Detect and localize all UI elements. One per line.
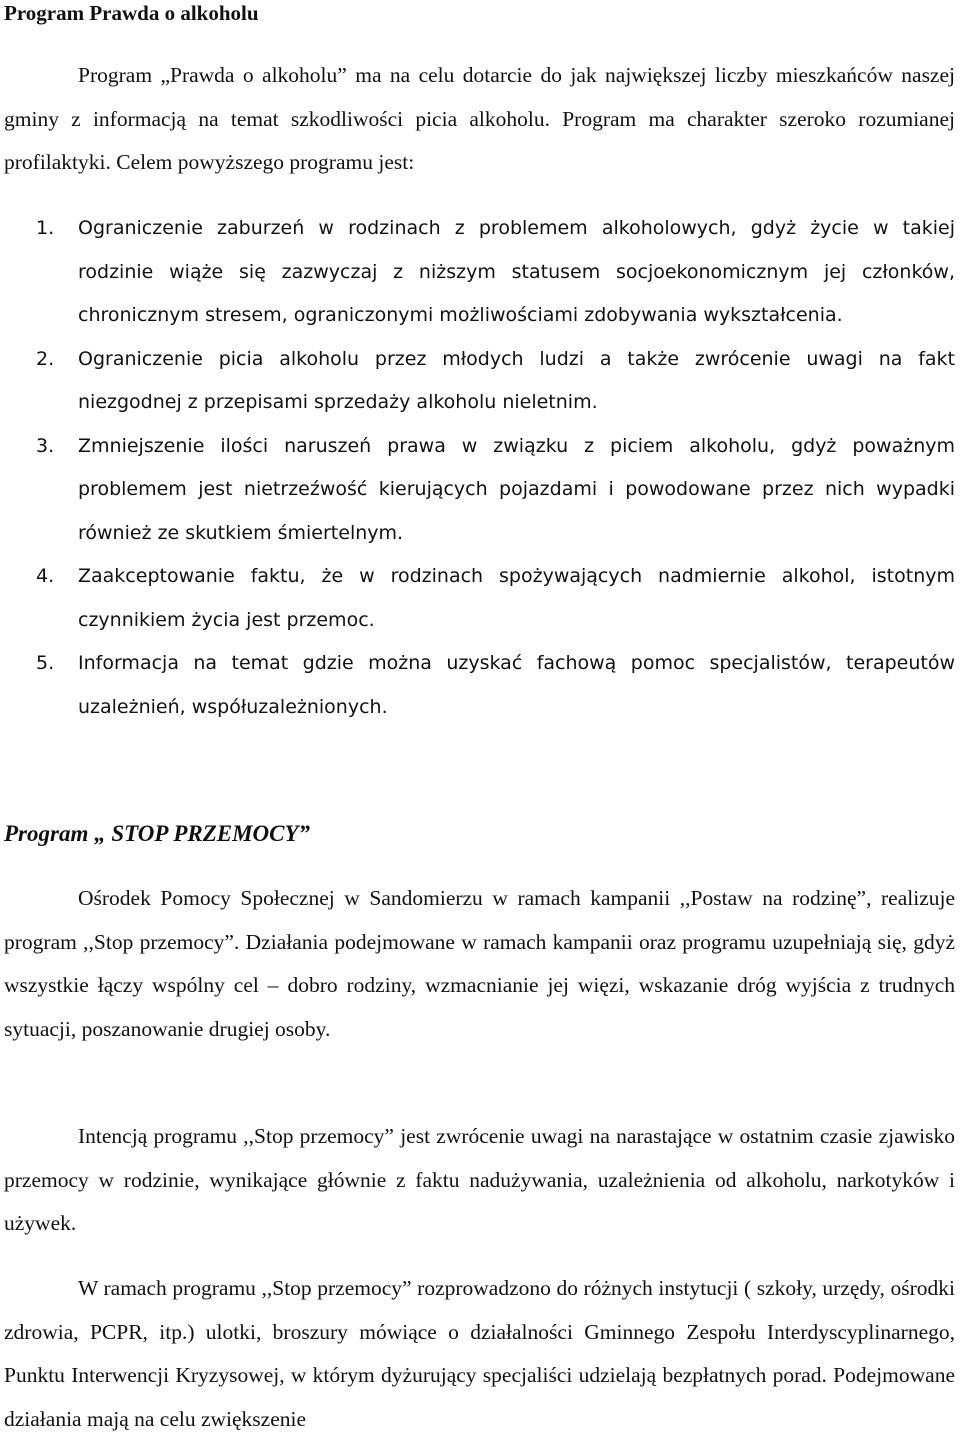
body-paragraph: Intencją programu ,,Stop przemocy” jest zwrócenie uwagi na narastające w ostatnim czasie zjawisko przemocy w rodzinie, wynikające głównie z faktu nadużywania, uzależnienia od alkoholu, narkotyków i używek.	[4, 1124, 955, 1235]
section-title-stop-przemocy: Program „ STOP PRZEMOCY”	[4, 821, 311, 846]
intro-paragraph: Program „Prawda o alkoholu” ma na celu dotarcie do jak największej liczby mieszkańców naszej gminy z informacją na temat szkodliwości picia alkoholu. Program ma charakter szeroko rozumianej profilaktyki. Celem powyższego programu jest:	[4, 63, 955, 174]
list-item	[4, 338, 955, 425]
list-item-number: 5.	[36, 652, 55, 674]
list-item-text: Ograniczenie zaburzeń w rodzinach z problemem alkoholowych, gdyż życie w takiej rodzinie wiąże się zazwyczaj z niższym statusem socjoekonomicznym jej członków, chronicznym stresem, ograniczonymi możliwościami zdobywania wykształcenia.	[78, 217, 955, 326]
list-item	[4, 642, 955, 729]
list-item-text: Zaakceptowanie faktu, że w rodzinach spożywających nadmiernie alkohol, istotnym czynnikiem życia jest przemoc.	[78, 565, 955, 631]
list-item	[4, 425, 955, 556]
list-item-number: 3.	[36, 434, 55, 457]
goals-list	[4, 207, 955, 729]
list-item	[4, 555, 955, 642]
list-item-text: Ograniczenie picia alkoholu przez młodych ludzi a także zwrócenie uwagi na fakt niezgodnej z przepisami sprzedaży alkoholu nieletnim.	[78, 347, 955, 413]
list-item-number: 4.	[36, 565, 55, 587]
list-item-number: 2.	[36, 347, 55, 370]
body-paragraph: Ośrodek Pomocy Społecznej w Sandomierzu w ramach kampanii ,,Postaw na rodzinę”, realizuje program ,,Stop przemocy”. Działania podejmowane w ramach kampanii oraz programu uzupełniają się, gdyż wszystkie łączy wspólny cel – dobro rodziny, wzmacnianie jej więzi, wskazanie dróg wyjścia z trudnych sytuacji, poszanowanie drugiej osoby.	[4, 886, 955, 1041]
list-item	[4, 207, 955, 338]
body-paragraph: W ramach programu ,,Stop przemocy” rozprowadzono do różnych instytucji ( szkoły, urzędy, ośrodki zdrowia, PCPR, itp.) ulotki, broszury mówiące o działalności Gminnego Zespołu Interdyscyplinarnego, Punktu Interwencji Kryzysowej, w którym dyżurujący specjaliści udzielają bezpłatnych porad. Podejmowane działania mają na celu zwiększenie	[4, 1276, 955, 1431]
list-item-text: Informacja na temat gdzie można uzyskać fachową pomoc specjalistów, terapeutów uzależnień, współuzależnionych.	[78, 652, 955, 718]
list-item-number: 1.	[36, 217, 55, 239]
list-item-text: Zmniejszenie ilości naruszeń prawa w związku z piciem alkoholu, gdyż poważnym problemem jest nietrzeźwość kierujących pojazdami i powodowane przez nich wypadki również ze skutkiem śmiertelnym.	[78, 434, 955, 544]
section-title-prawda-o-alkoholu: Program Prawda o alkoholu	[4, 1, 259, 25]
